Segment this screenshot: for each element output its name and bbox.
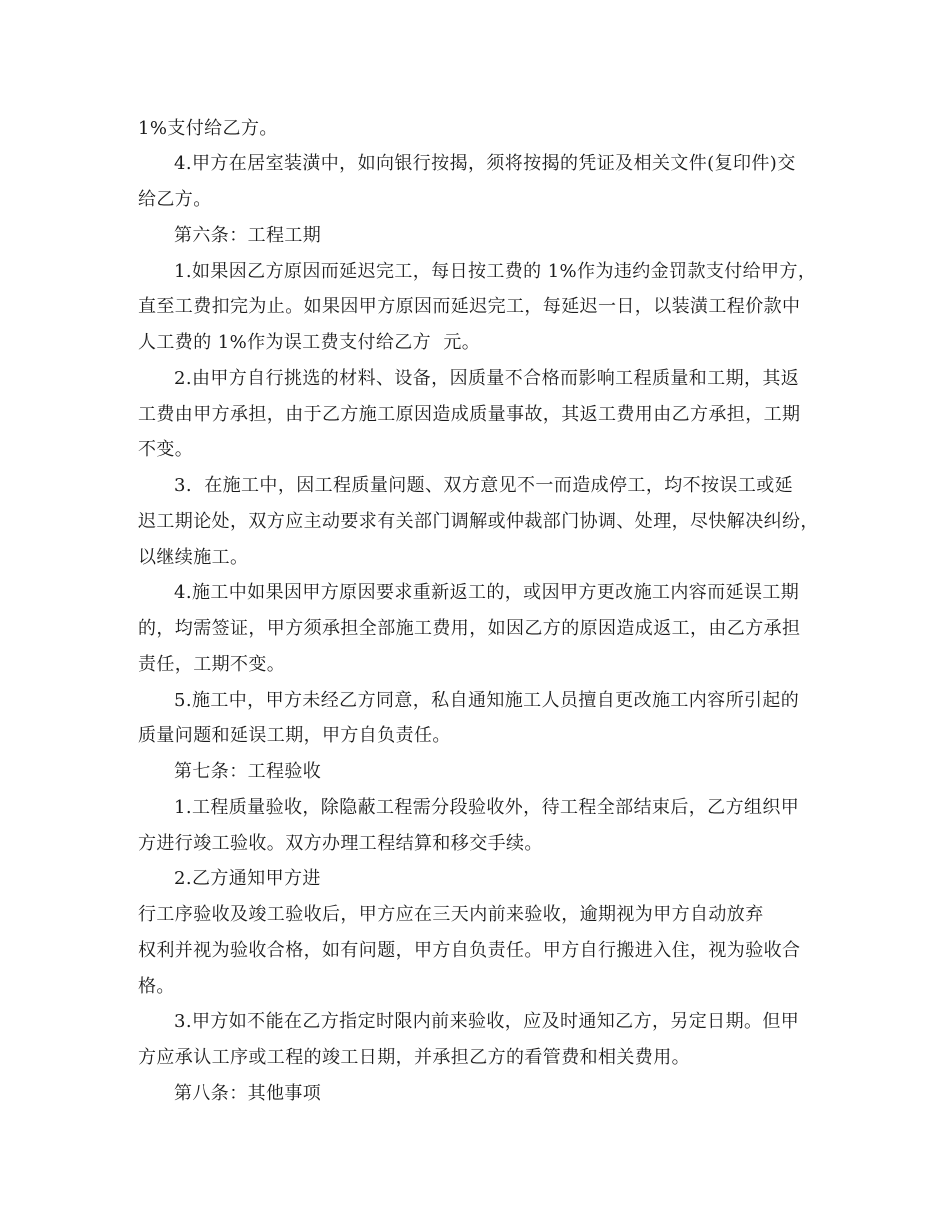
text-line: 2.乙方通知甲方进 — [174, 868, 321, 889]
text-line: 4.甲方在居室装潢中，如向银行按揭，须将按揭的凭证及相关文件(复印件)交 — [174, 153, 796, 174]
text-line: 1.如果因乙方原因而延迟完工，每日按工费的 1%作为违约金罚款支付给甲方， — [174, 261, 817, 282]
text-line: 1%支付给乙方。 — [138, 118, 278, 139]
text-line: 格。 — [138, 976, 175, 997]
section-heading: 第七条：工程验收 — [174, 761, 322, 782]
text-line: 权利并视为验收合格，如有问题，甲方自负责任。甲方自行搬进入住，视为验收合 — [138, 940, 801, 961]
text-line: 以继续施工。 — [138, 547, 249, 568]
text-line: 工费由甲方承担，由于乙方施工原因造成质量事故，其返工费用由乙方承担，工期 — [138, 404, 801, 425]
text-line: 直至工费扣完为止。如果因甲方原因而延迟完工，每延迟一日，以装潢工程价款中 — [138, 296, 801, 317]
text-line: 3. 在施工中，因工程质量问题、双方意见不一而造成停工，均不按误工或延 — [174, 475, 794, 496]
text-line: 质量问题和延误工期，甲方自负责任。 — [138, 725, 451, 746]
section-heading: 第六条：工程工期 — [174, 225, 322, 246]
text-line: 4.施工中如果因甲方原因要求重新返工的，或因甲方更改施工内容而延误工期 — [174, 582, 800, 603]
text-line: 迟工期论处，双方应主动要求有关部门调解或仲裁部门协调、处理，尽快解决纠纷， — [138, 511, 819, 532]
text-line: 行工序验收及竣工验收后，甲方应在三天内前来验收，逾期视为甲方自动放弃 — [138, 904, 764, 925]
text-line: 给乙方。 — [138, 189, 212, 210]
text-line: 方进行竣工验收。双方办理工程结算和移交手续。 — [138, 833, 543, 854]
text-line: 3.甲方如不能在乙方指定时限内前来验收，应及时通知乙方，另定日期。但甲 — [174, 1011, 800, 1032]
section-heading: 第八条：其他事项 — [174, 1083, 322, 1104]
text-line: 责任，工期不变。 — [138, 654, 286, 675]
text-line: 方应承认工序或工程的竣工日期，并承担乙方的看管费和相关费用。 — [138, 1047, 690, 1068]
text-line: 2.由甲方自行挑选的材料、设备，因质量不合格而影响工程质量和工期，其返 — [174, 368, 800, 389]
text-line: 人工费的 1%作为误工费支付给乙方 元。 — [138, 332, 481, 353]
text-line: 不变。 — [138, 439, 194, 460]
text-line: 的，均需签证，甲方须承担全部施工费用，如因乙方的原因造成返工，由乙方承担 — [138, 618, 801, 639]
text-line: 5.施工中，甲方未经乙方同意，私自通知施工人员擅自更改施工内容所引起的 — [174, 690, 800, 711]
text-line: 1.工程质量验收，除隐蔽工程需分段验收外，待工程全部结束后，乙方组织甲 — [174, 797, 800, 818]
